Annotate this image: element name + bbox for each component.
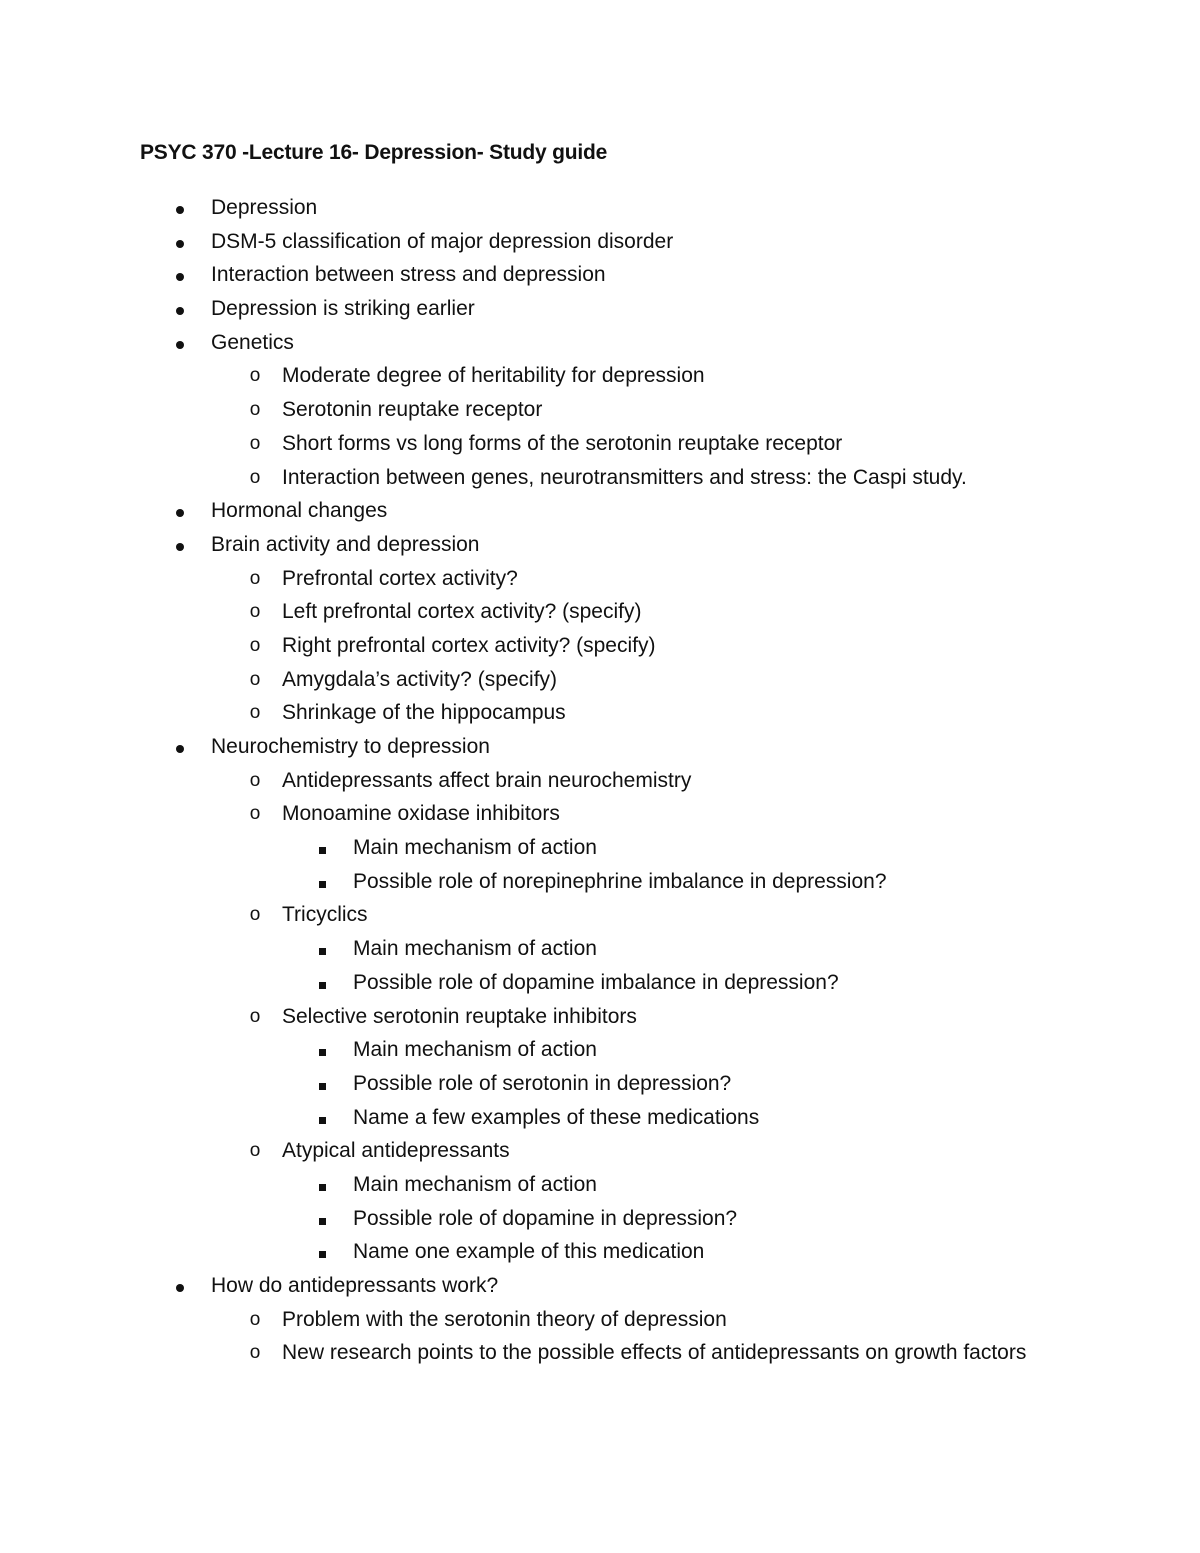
outline-item-text: Name a few examples of these medications <box>353 1105 760 1129</box>
bullet-circle-marker: o <box>249 399 261 421</box>
outline-item-text: DSM-5 classification of major depression disorder <box>211 229 674 253</box>
bullet-square-icon <box>314 1238 330 1266</box>
outline-item-text: Depression <box>211 196 318 219</box>
outline-item-text: Main mechanism of action <box>353 937 597 961</box>
outline-item-text: Depression is striking earlier <box>211 297 475 321</box>
bullet-circle-marker: o <box>249 466 261 488</box>
outline-item-level-2 <box>0 1306 1200 1340</box>
bullet-circle-marker: o <box>249 769 261 791</box>
bullet-circle-marker: o <box>249 668 261 690</box>
bullet-square-icon <box>314 868 330 896</box>
outline-item-text: How do antidepressants work? <box>211 1274 499 1297</box>
bullet-square-icon <box>314 1036 330 1064</box>
outline-item-text: Moderate degree of heritability for depression <box>282 364 705 388</box>
outline-item-level-3 <box>0 1238 1200 1272</box>
bullet-dot-icon <box>170 1272 190 1300</box>
bullet-dot-icon <box>170 329 190 357</box>
bullet-circle-marker: o <box>249 1342 261 1364</box>
bullet-circle-marker: o <box>249 365 261 387</box>
outline-item-level-2 <box>0 1137 1200 1171</box>
outline-item-level-3 <box>0 1070 1200 1104</box>
bullet-square-icon <box>314 1070 330 1098</box>
bullet-circle-marker: o <box>249 1308 261 1330</box>
outline-item-level-2 <box>0 464 1200 498</box>
bullet-square-icon <box>314 834 330 862</box>
outline-item-text: Amygdala’s activity? (specify) <box>282 667 558 691</box>
outline-item-level-2 <box>0 901 1200 935</box>
outline-item-level-1 <box>0 194 1200 228</box>
outline-item-text: Tricyclics <box>282 903 368 927</box>
outline-item-level-2 <box>0 396 1200 430</box>
outline-item-text: Right prefrontal cortex activity? (specify) <box>282 633 656 657</box>
outline-item-text: Monoamine oxidase inhibitors <box>282 802 560 826</box>
outline-item-level-2 <box>0 1339 1200 1373</box>
outline-item-level-3 <box>0 834 1200 868</box>
outline-item-text: Neurochemistry to depression <box>211 735 490 758</box>
outline-item-text: Possible role of dopamine imbalance in depression? <box>353 970 839 994</box>
bullet-dot-icon <box>170 194 190 222</box>
document-title: PSYC 370 -Lecture 16- Depression- Study guide <box>140 141 608 164</box>
bullet-circle-marker: o <box>249 904 261 926</box>
outline-item-text: Brain activity and depression <box>211 532 480 556</box>
outline-item-level-3 <box>0 1205 1200 1239</box>
outline-item-text: Interaction between stress and depression <box>211 263 606 287</box>
outline-item-level-3 <box>0 1036 1200 1070</box>
outline-item-level-3 <box>0 1171 1200 1205</box>
outline-item-level-2 <box>0 666 1200 700</box>
outline-item-level-2 <box>0 362 1200 396</box>
outline-item-text: Possible role of dopamine in depression? <box>353 1206 738 1230</box>
outline-item-text: Main mechanism of action <box>353 1038 597 1062</box>
outline-item-level-1 <box>0 1272 1200 1306</box>
outline-item-level-1 <box>0 261 1200 295</box>
outline-item-level-2 <box>0 430 1200 464</box>
bullet-dot-icon <box>170 733 190 761</box>
outline-item-text: Shrinkage of the hippocampus <box>282 701 566 725</box>
outline-item-level-3 <box>0 935 1200 969</box>
outline-item-text: Main mechanism of action <box>353 1172 597 1196</box>
bullet-circle-marker: o <box>249 634 261 656</box>
outline-item-text: Possible role of serotonin in depression? <box>353 1071 732 1095</box>
outline-item-level-3 <box>0 868 1200 902</box>
outline-item-text: Left prefrontal cortex activity? (specify) <box>282 600 642 624</box>
bullet-dot-icon <box>170 228 190 256</box>
outline-item-level-1 <box>0 228 1200 262</box>
outline-item-text: Name one example of this medication <box>353 1240 705 1264</box>
bullet-circle-marker: o <box>249 432 261 454</box>
outline-item-level-2 <box>0 632 1200 666</box>
outline-item-text: Hormonal changes <box>211 499 388 523</box>
outline-item-level-1 <box>0 295 1200 329</box>
outline-item-text: Main mechanism of action <box>353 836 597 860</box>
bullet-square-icon <box>314 1104 330 1132</box>
outline-item-text: Atypical antidepressants <box>282 1139 510 1163</box>
outline-item-level-2 <box>0 767 1200 801</box>
outline-item-text: Prefrontal cortex activity? <box>282 566 518 590</box>
bullet-dot-icon <box>170 497 190 525</box>
outline-item-level-2 <box>0 699 1200 733</box>
outline-item-level-2 <box>0 598 1200 632</box>
outline-item-text: Possible role of norepinephrine imbalance in depression? <box>353 869 887 893</box>
outline-item-text: New research points to the possible effects of antidepressants on growth factors <box>282 1341 1027 1365</box>
bullet-circle-marker: o <box>249 601 261 623</box>
bullet-dot-icon <box>170 261 190 289</box>
outline-item-text: Antidepressants affect brain neurochemistry <box>282 768 692 792</box>
bullet-circle-marker: o <box>249 567 261 589</box>
outline-item-text: Short forms vs long forms of the serotonin reuptake receptor <box>282 431 843 455</box>
outline-item-level-3 <box>0 1104 1200 1138</box>
outline-item-level-1 <box>0 733 1200 767</box>
outline-item-text: Interaction between genes, neurotransmitters and stress: the Caspi study. <box>282 465 967 489</box>
outline-item-level-1 <box>0 531 1200 565</box>
outline-item-text: Selective serotonin reuptake inhibitors <box>282 1004 637 1028</box>
bullet-square-icon <box>314 935 330 963</box>
outline-item-level-1 <box>0 329 1200 363</box>
bullet-dot-icon <box>170 295 190 323</box>
bullet-dot-icon <box>170 531 190 559</box>
outline-item-text: Problem with the serotonin theory of depression <box>282 1307 727 1331</box>
outline-item-text: Serotonin reuptake receptor <box>282 398 543 422</box>
bullet-circle-marker: o <box>249 1005 261 1027</box>
bullet-square-icon <box>314 969 330 997</box>
outline-item-level-2 <box>0 800 1200 834</box>
bullet-circle-marker: o <box>249 1140 261 1162</box>
outline-item-level-2 <box>0 1003 1200 1037</box>
outline-list <box>0 194 1200 1373</box>
bullet-circle-marker: o <box>249 702 261 724</box>
bullet-square-icon <box>314 1205 330 1233</box>
outline-item-level-3 <box>0 969 1200 1003</box>
outline-item-level-1 <box>0 497 1200 531</box>
outline-item-text: Genetics <box>211 330 294 354</box>
bullet-square-icon <box>314 1171 330 1199</box>
bullet-circle-marker: o <box>249 803 261 825</box>
outline-item-level-2 <box>0 565 1200 599</box>
